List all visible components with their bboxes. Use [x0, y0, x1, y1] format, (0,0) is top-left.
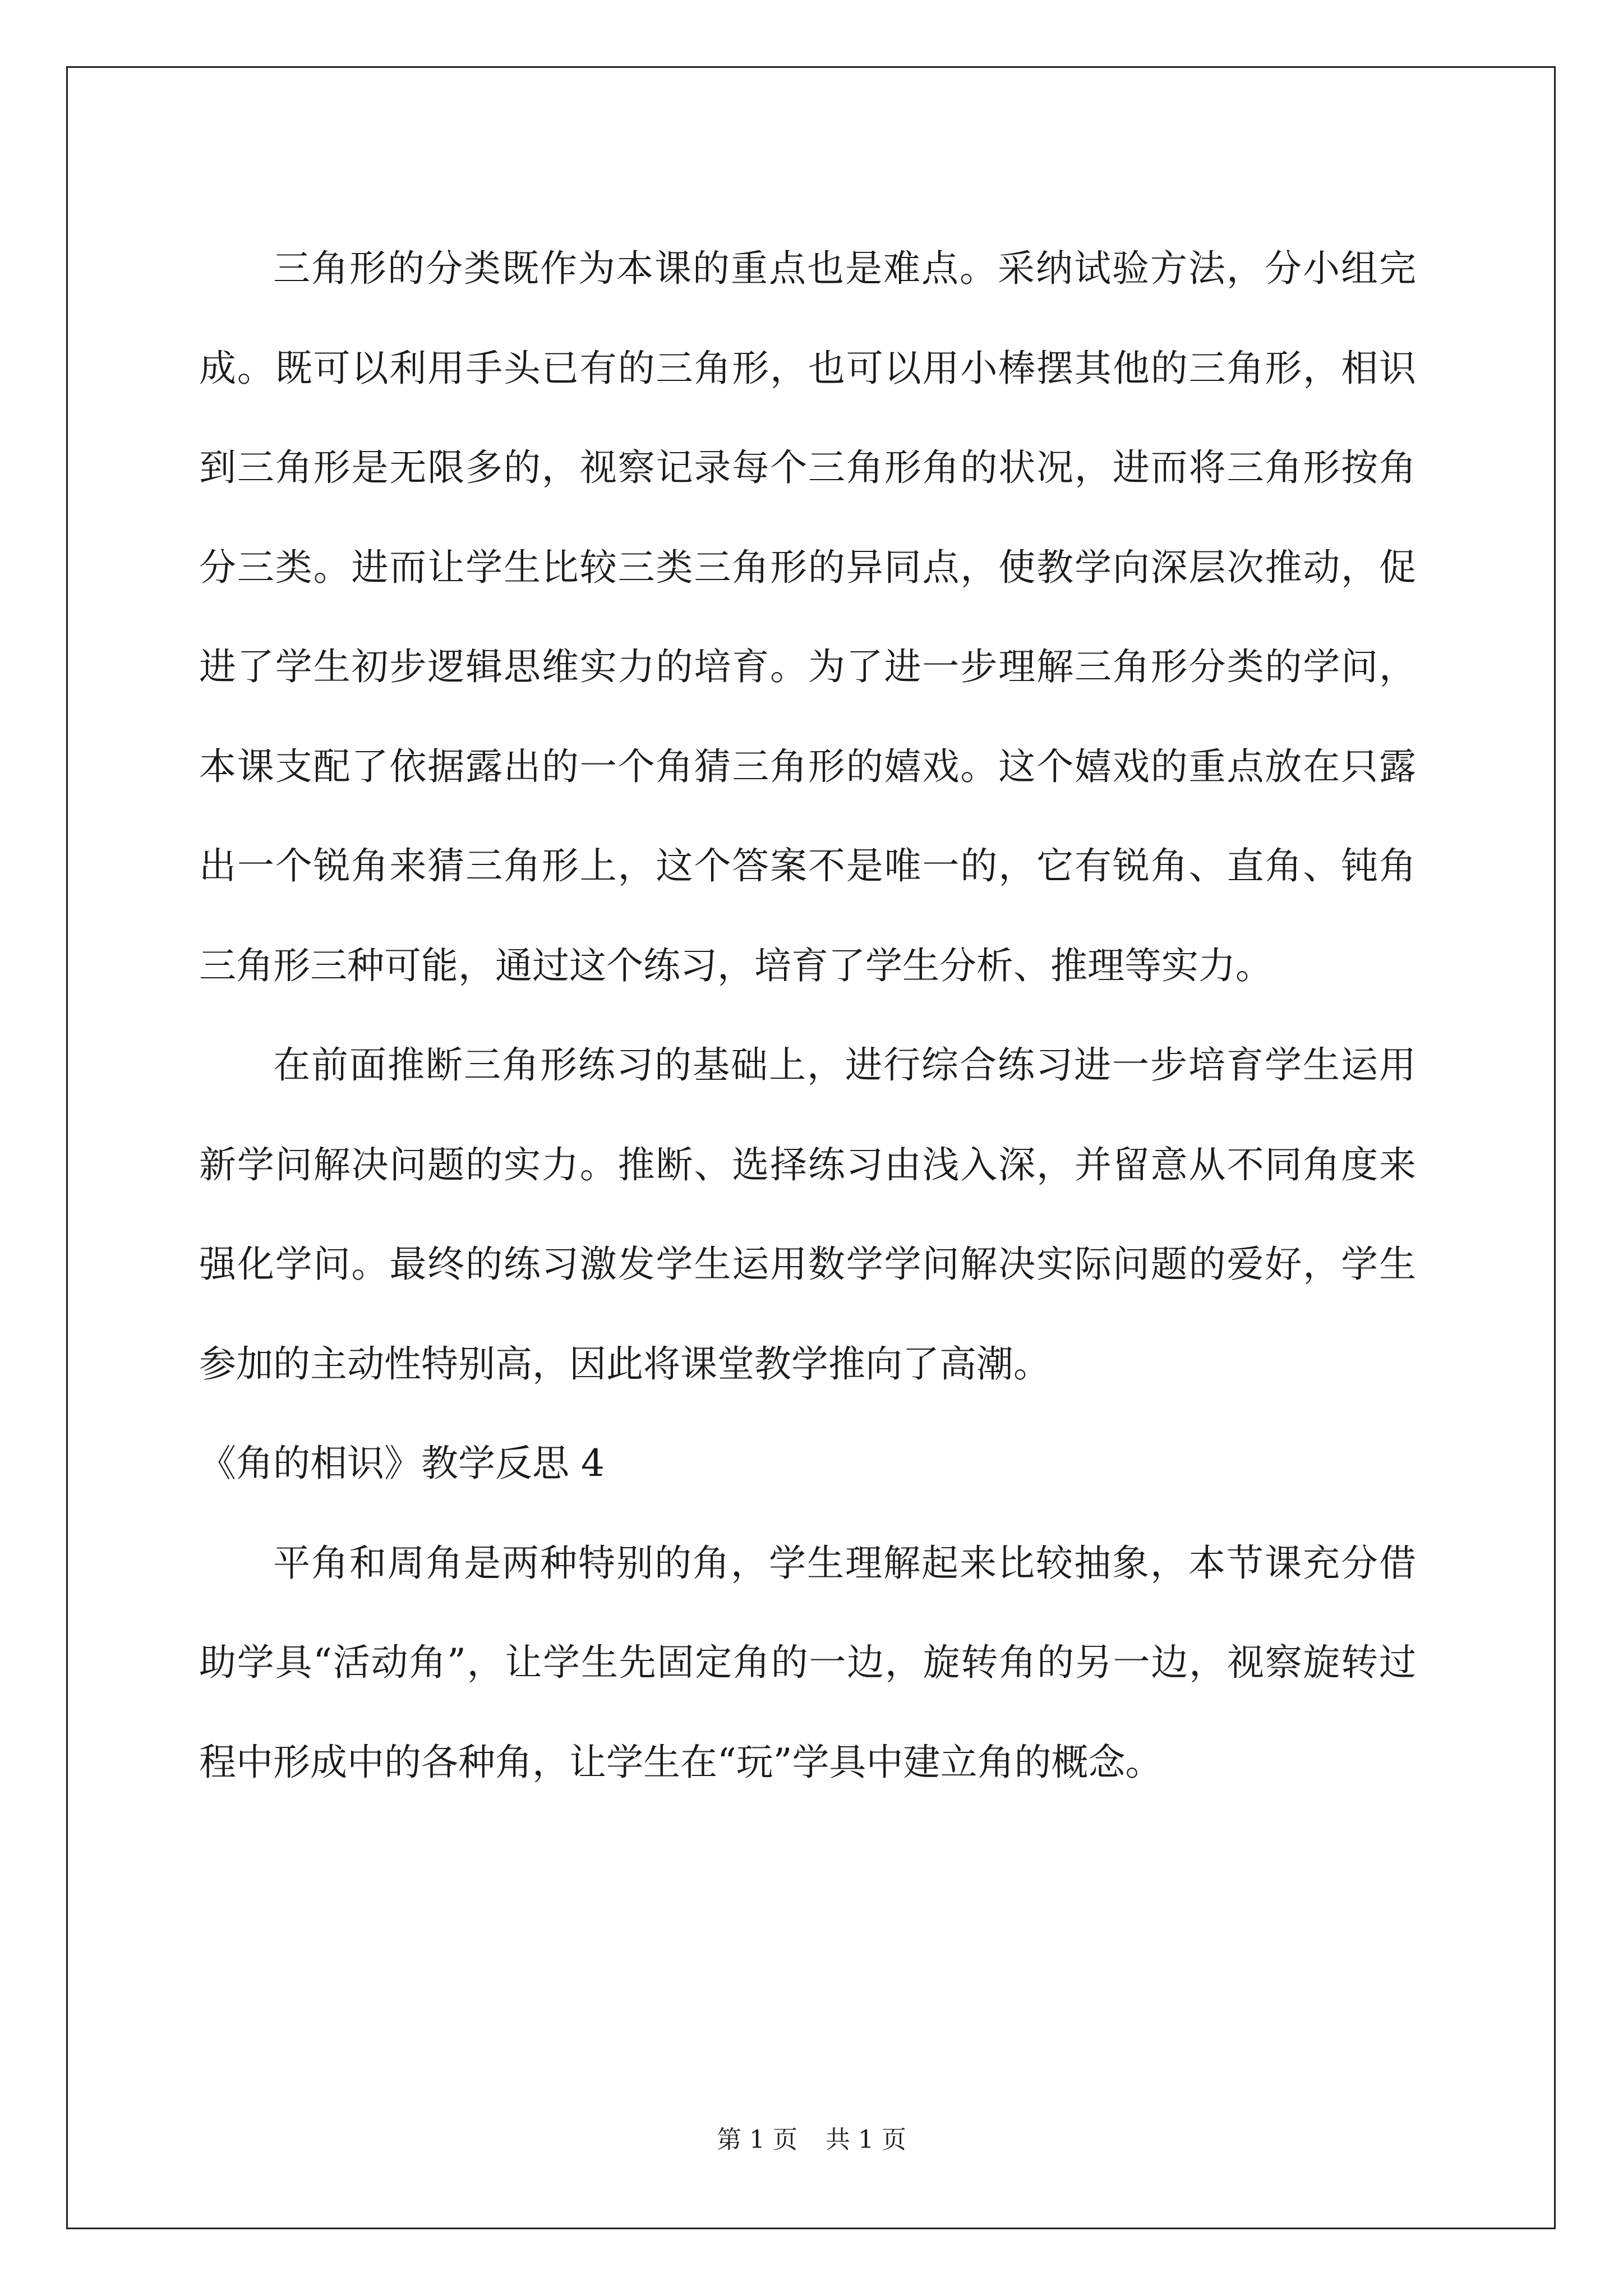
page-footer [0, 2123, 1623, 2157]
page-number-total: 共 1 页 [826, 2125, 906, 2154]
section-heading: 《角的相识》教学反思 4 [199, 1442, 605, 1485]
page-number-current: 第 1 页 [717, 2125, 797, 2154]
document-body [199, 219, 1416, 1812]
paragraph-3: 平角和周角是两种特别的角，学生理解起来比较抽象，本节课充分借助学具“活动角”，让学生先固定角的一边，旋转角的另一边，视察旋转过程中形成中的各种角，让学生在“玩”学具中建立角的概念。 [199, 1541, 1416, 1784]
paragraph-1: 三角形的分类既作为本课的重点也是难点。采纳试验方法，分小组完成。既可以利用手头已有的三角形，也可以用小棒摆其他的三角形，相识到三角形是无限多的，视察记录每个三角形角的状况，进而将三角形按角分三类。进而让学生比较三类三角形的异同点，使教学向深层次推动，促进了学生初步逻辑思维实力的培育。为了进一步理解三角形分类的学问，本课支配了依据露出的一个角猜三角形的嬉戏。这个嬉戏的重点放在只露出一个锐角来猜三角形上，这个答案不是唯一的，它有锐角、直角、钝角三角形三种可能，通过这个练习，培育了学生分析、推理等实力。 [199, 247, 1416, 987]
paragraph-2: 在前面推断三角形练习的基础上，进行综合练习进一步培育学生运用新学问解决问题的实力。推断、选择练习由浅入深，并留意从不同角度来强化学问。最终的练习激发学生运用数学学问解决实际问题的爱好，学生参加的主动性特别高，因此将课堂教学推向了高潮。 [199, 1043, 1416, 1386]
